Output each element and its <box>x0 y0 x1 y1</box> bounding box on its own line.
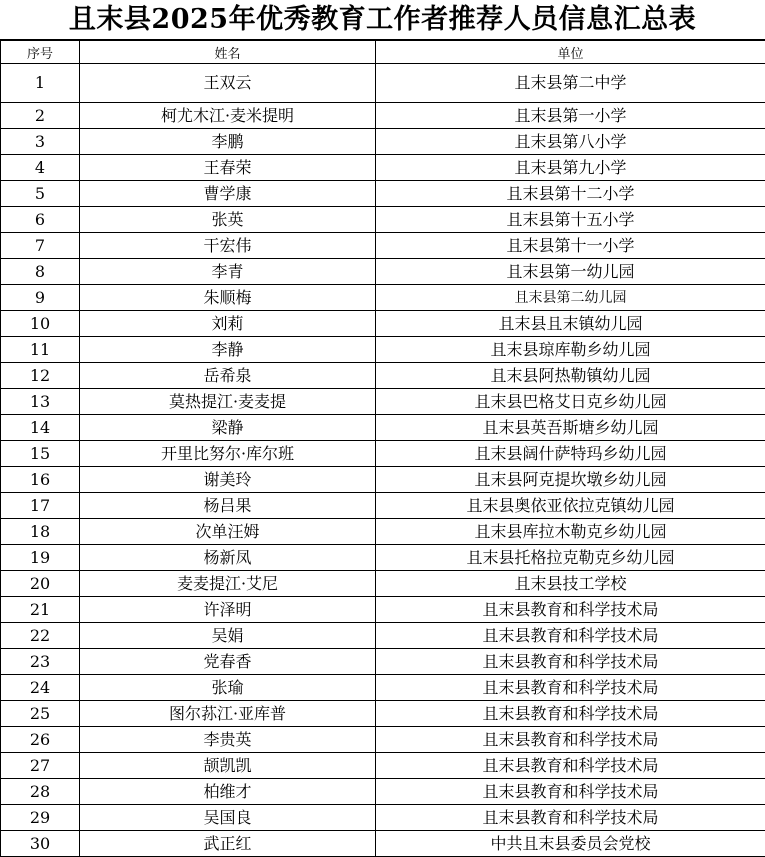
table-row <box>1 831 765 857</box>
table-row <box>1 467 765 493</box>
name-cell: 曹学康 <box>80 181 376 207</box>
table-row <box>1 623 765 649</box>
unit-cell: 且末县第十一小学 <box>376 233 765 259</box>
unit-cell: 且末县第九小学 <box>376 155 765 181</box>
unit-cell: 且末县教育和科学技术局 <box>376 805 765 831</box>
table-row <box>1 675 765 701</box>
row-number-cell: 14 <box>1 415 80 441</box>
row-number-cell: 6 <box>1 207 80 233</box>
column-header-unit: 单位 <box>376 41 765 64</box>
name-cell: 梁静 <box>80 415 376 441</box>
name-cell: 朱顺梅 <box>80 285 376 311</box>
row-number-cell: 11 <box>1 337 80 363</box>
unit-cell: 且末县阔什萨特玛乡幼儿园 <box>376 441 765 467</box>
unit-cell: 且末县库拉木勒克乡幼儿园 <box>376 519 765 545</box>
unit-cell: 且末县教育和科学技术局 <box>376 623 765 649</box>
table-row <box>1 545 765 571</box>
table-row <box>1 207 765 233</box>
name-cell: 张瑜 <box>80 675 376 701</box>
table-row <box>1 64 765 103</box>
table-row <box>1 805 765 831</box>
name-cell: 麦麦提江·艾尼 <box>80 571 376 597</box>
unit-cell: 且末县奥依亚依拉克镇幼儿园 <box>376 493 765 519</box>
unit-cell: 且末县巴格艾日克乡幼儿园 <box>376 389 765 415</box>
row-number-cell: 21 <box>1 597 80 623</box>
row-number-cell: 3 <box>1 129 80 155</box>
row-number-cell: 10 <box>1 311 80 337</box>
unit-cell: 且末县教育和科学技术局 <box>376 779 765 805</box>
table-row <box>1 129 765 155</box>
row-number-cell: 8 <box>1 259 80 285</box>
name-cell: 张英 <box>80 207 376 233</box>
row-number-cell: 26 <box>1 727 80 753</box>
name-cell: 刘莉 <box>80 311 376 337</box>
name-cell: 颉凯凯 <box>80 753 376 779</box>
recommendation-table <box>0 40 765 857</box>
row-number-cell: 30 <box>1 831 80 857</box>
name-cell: 党春香 <box>80 649 376 675</box>
name-cell: 岳希泉 <box>80 363 376 389</box>
name-cell: 图尔荪江·亚库普 <box>80 701 376 727</box>
table-row <box>1 285 765 311</box>
table-row <box>1 701 765 727</box>
header-row <box>1 41 765 64</box>
table-row <box>1 415 765 441</box>
name-cell: 李静 <box>80 337 376 363</box>
table-row <box>1 727 765 753</box>
unit-cell: 且末县第八小学 <box>376 129 765 155</box>
row-number-cell: 18 <box>1 519 80 545</box>
row-number-cell: 12 <box>1 363 80 389</box>
name-cell: 李青 <box>80 259 376 285</box>
table-row <box>1 233 765 259</box>
unit-cell: 且末县教育和科学技术局 <box>376 753 765 779</box>
name-cell: 次单汪姆 <box>80 519 376 545</box>
row-number-cell: 23 <box>1 649 80 675</box>
row-number-cell: 17 <box>1 493 80 519</box>
row-number-cell: 15 <box>1 441 80 467</box>
table-body <box>1 64 765 857</box>
column-header-name: 姓名 <box>80 41 376 64</box>
row-number-cell: 20 <box>1 571 80 597</box>
unit-cell: 且末县第二中学 <box>376 64 765 103</box>
page-title: 且末县2025年优秀教育工作者推荐人员信息汇总表 <box>0 0 765 40</box>
unit-cell: 且末县教育和科学技术局 <box>376 701 765 727</box>
unit-cell: 且末县英吾斯塘乡幼儿园 <box>376 415 765 441</box>
unit-cell: 且末县第一小学 <box>376 103 765 129</box>
table-row <box>1 597 765 623</box>
unit-cell: 且末县教育和科学技术局 <box>376 597 765 623</box>
row-number-cell: 2 <box>1 103 80 129</box>
unit-cell: 且末县阿克提坎墩乡幼儿园 <box>376 467 765 493</box>
row-number-cell: 19 <box>1 545 80 571</box>
unit-cell: 且末县第十二小学 <box>376 181 765 207</box>
column-header-no: 序号 <box>1 41 80 64</box>
table-row <box>1 649 765 675</box>
table-row <box>1 363 765 389</box>
name-cell: 柏维才 <box>80 779 376 805</box>
row-number-cell: 7 <box>1 233 80 259</box>
row-number-cell: 5 <box>1 181 80 207</box>
table-row <box>1 155 765 181</box>
table-row <box>1 493 765 519</box>
name-cell: 杨新凤 <box>80 545 376 571</box>
unit-cell: 且末县教育和科学技术局 <box>376 649 765 675</box>
name-cell: 吴国良 <box>80 805 376 831</box>
unit-cell: 且末县琼库勒乡幼儿园 <box>376 337 765 363</box>
name-cell: 杨吕果 <box>80 493 376 519</box>
name-cell: 莫热提江·麦麦提 <box>80 389 376 415</box>
unit-cell: 且末县第一幼儿园 <box>376 259 765 285</box>
table-row <box>1 389 765 415</box>
row-number-cell: 28 <box>1 779 80 805</box>
name-cell: 武正红 <box>80 831 376 857</box>
row-number-cell: 25 <box>1 701 80 727</box>
unit-cell: 且末县教育和科学技术局 <box>376 727 765 753</box>
name-cell: 开里比努尔·库尔班 <box>80 441 376 467</box>
unit-cell: 且末县阿热勒镇幼儿园 <box>376 363 765 389</box>
table-row <box>1 441 765 467</box>
name-cell: 王双云 <box>80 64 376 103</box>
row-number-cell: 4 <box>1 155 80 181</box>
row-number-cell: 9 <box>1 285 80 311</box>
table-row <box>1 337 765 363</box>
name-cell: 干宏伟 <box>80 233 376 259</box>
table-row <box>1 181 765 207</box>
unit-cell: 且末县技工学校 <box>376 571 765 597</box>
table-row <box>1 571 765 597</box>
table-row <box>1 753 765 779</box>
row-number-cell: 1 <box>1 64 80 103</box>
unit-cell: 且末县且末镇幼儿园 <box>376 311 765 337</box>
name-cell: 李贵英 <box>80 727 376 753</box>
table-row <box>1 779 765 805</box>
unit-cell: 且末县第十五小学 <box>376 207 765 233</box>
table-row <box>1 311 765 337</box>
unit-cell: 且末县教育和科学技术局 <box>376 675 765 701</box>
row-number-cell: 13 <box>1 389 80 415</box>
unit-cell: 且末县第二幼儿园 <box>376 285 765 311</box>
table-row <box>1 519 765 545</box>
name-cell: 许泽明 <box>80 597 376 623</box>
row-number-cell: 16 <box>1 467 80 493</box>
name-cell: 谢美玲 <box>80 467 376 493</box>
name-cell: 李鹏 <box>80 129 376 155</box>
name-cell: 王春荣 <box>80 155 376 181</box>
table-row <box>1 259 765 285</box>
name-cell: 吴娟 <box>80 623 376 649</box>
row-number-cell: 27 <box>1 753 80 779</box>
row-number-cell: 29 <box>1 805 80 831</box>
row-number-cell: 22 <box>1 623 80 649</box>
row-number-cell: 24 <box>1 675 80 701</box>
name-cell: 柯尤木江·麦米提明 <box>80 103 376 129</box>
unit-cell: 中共且末县委员会党校 <box>376 831 765 857</box>
unit-cell: 且末县托格拉克勒克乡幼儿园 <box>376 545 765 571</box>
table-row <box>1 103 765 129</box>
